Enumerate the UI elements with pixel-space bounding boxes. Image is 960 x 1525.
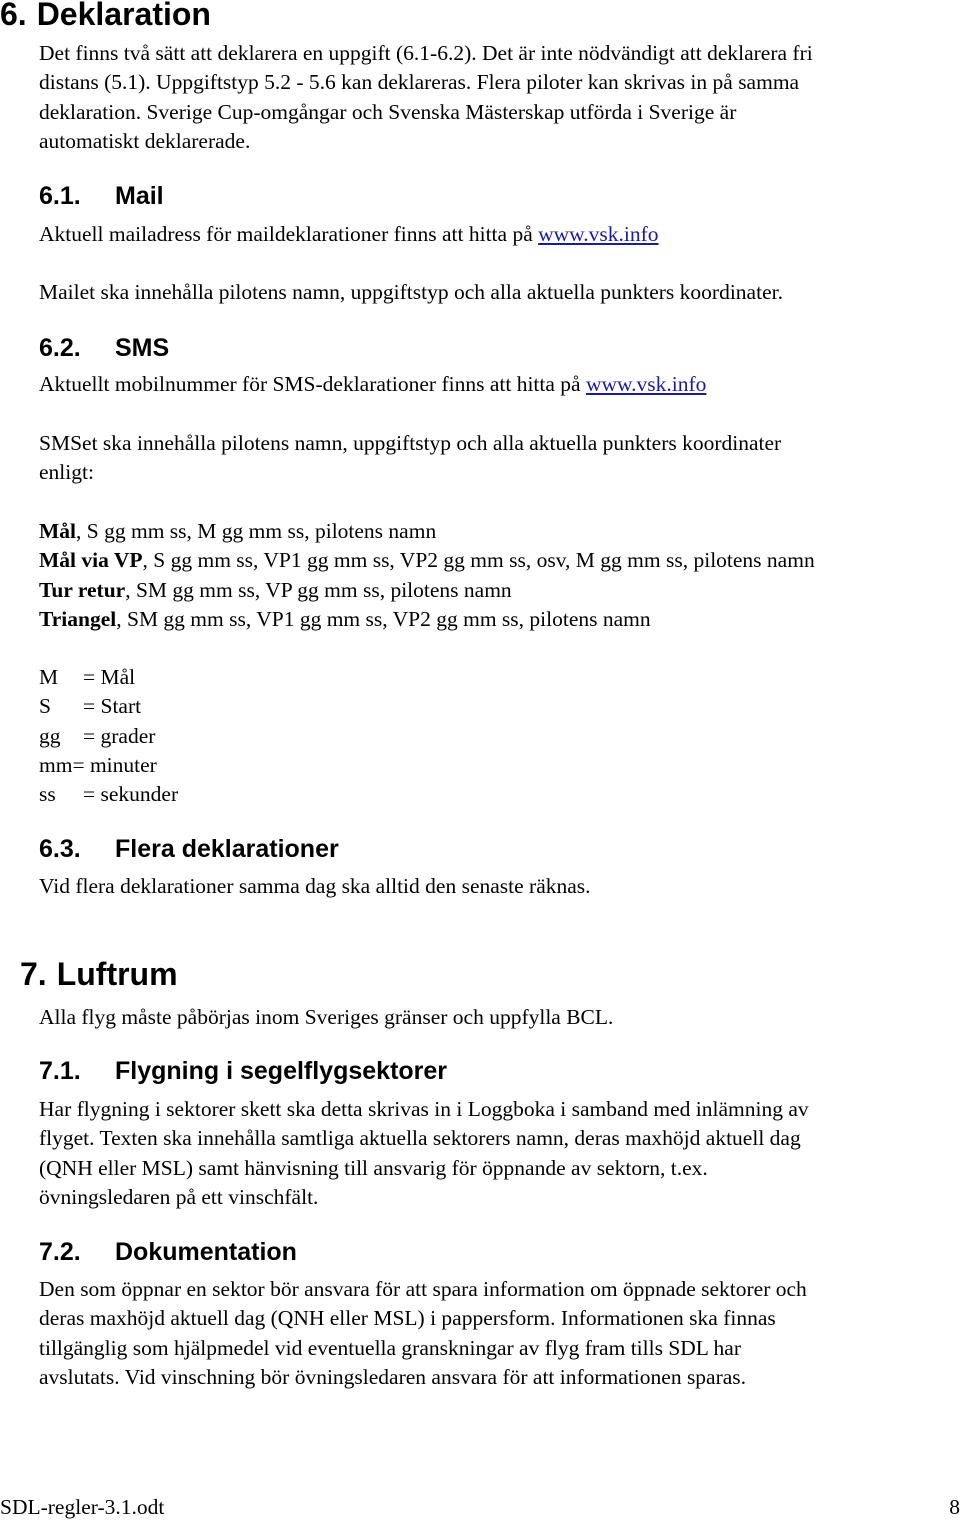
documentation-paragraph <box>39 1275 954 1392</box>
abbreviation-row <box>39 663 178 692</box>
abbreviation-value: = grader <box>83 723 156 748</box>
text-span: Aktuell mailadress för maildeklarationer finns att hitta på <box>39 222 539 246</box>
format-line <box>39 576 954 605</box>
text-line: distans (5.1). Uppgiftstyp 5.2 - 5.6 kan deklareras. Flera piloter kan skrivas in på samma <box>39 70 800 95</box>
vsk-info-link[interactable]: www.vsk.info <box>585 372 707 396</box>
format-name: Tur retur <box>39 577 126 602</box>
text-line: automatiskt deklarerade. <box>39 128 251 153</box>
abbreviation-value: = Mål <box>83 665 136 689</box>
subsection-title: Flygning i segelflygsektorer <box>115 1057 448 1085</box>
abbreviation-list <box>39 663 178 809</box>
text-line: Alla flyg måste påbörjas inom Sveriges gränser och uppfylla BCL. <box>39 1005 614 1029</box>
format-line <box>39 517 954 546</box>
format-line <box>39 546 954 575</box>
format-name: Mål <box>39 519 77 543</box>
text-line: deras maxhöjd aktuell dag (QNH eller MSL) i pappersform. Informationen ska finnas <box>39 1306 776 1331</box>
text-line: Det finns två sätt att deklarera en uppgift (6.1-6.2). Det är inte nödvändigt att deklarera fri <box>39 41 813 65</box>
declaration-formats <box>39 517 954 634</box>
section-title: Luftrum <box>56 956 178 992</box>
text-line: Den som öppnar en sektor bör ansvara för att spara information om öppnade sektorer och <box>39 1277 807 1301</box>
subsection-title: SMS <box>115 334 170 362</box>
text-line: deklaration. Sverige Cup-omgångar och Svenska Mästerskap utförda i Sverige är <box>39 99 737 124</box>
abbreviation-key: S <box>39 694 51 719</box>
format-line <box>39 605 954 634</box>
section-6-intro <box>39 39 954 156</box>
subsection-heading-6-2 <box>39 333 169 363</box>
sms-number-line <box>39 370 954 399</box>
abbreviation-value: = Start <box>83 694 142 719</box>
footer-filename: SDL-regler-3.1.odt <box>0 1495 165 1519</box>
subsection-number: 6.1. <box>39 182 81 210</box>
subsection-heading-7-1 <box>39 1056 447 1086</box>
section-number: 7. <box>20 956 47 992</box>
subsection-heading-6-1 <box>39 181 164 211</box>
text-line: Har flygning i sektorer skett ska detta skrivas in i Loggboka i samband med inlämning av <box>39 1097 809 1121</box>
text-line: (QNH eller MSL) samt hänvisning till ansvarig för öppnande av sektorn, t.ex. <box>39 1155 708 1180</box>
sector-flight-paragraph <box>39 1095 954 1212</box>
text-line: Mailet ska innehålla pilotens namn, uppgiftstyp och alla aktuella punkters koordinater. <box>39 280 783 304</box>
mail-content-line <box>39 278 954 307</box>
subsection-number: 7.2. <box>39 1238 81 1266</box>
subsection-heading-6-3 <box>39 834 339 864</box>
abbreviation-key: gg <box>39 723 61 748</box>
section-heading-6 <box>0 0 211 32</box>
section-number: 6. <box>0 0 27 32</box>
format-name: Mål via VP <box>39 548 143 573</box>
subsection-number: 6.3. <box>39 835 81 863</box>
section-7-intro <box>39 1003 954 1032</box>
subsection-number: 7.1. <box>39 1057 81 1085</box>
format-spec: , S gg mm ss, M gg mm ss, pilotens namn <box>76 519 437 543</box>
format-spec: , SM gg mm ss, VP gg mm ss, pilotens namn <box>125 577 512 602</box>
abbreviation-key: mm <box>39 752 73 777</box>
abbreviation-value: = sekunder <box>83 782 179 807</box>
subsection-title: Mail <box>115 182 164 210</box>
text-line: övningsledaren på ett vinschfält. <box>39 1184 319 1209</box>
mail-address-line <box>39 220 954 249</box>
text-line: SMSet ska innehålla pilotens namn, uppgiftstyp och alla aktuella punkters koordinater <box>39 431 782 455</box>
abbreviation-key: M <box>39 665 59 689</box>
abbreviation-row <box>39 751 178 780</box>
text-line: flyget. Texten ska innehålla samtliga aktuella sektorers namn, deras maxhöjd aktuell dag <box>39 1126 801 1151</box>
subsection-heading-7-2 <box>39 1237 297 1267</box>
text-span: Aktuellt mobilnummer för SMS-deklarationer finns att hitta på <box>39 372 586 396</box>
format-name: Triangel <box>39 606 117 631</box>
abbreviation-row <box>39 780 178 809</box>
text-line: avslutats. Vid vinschning bör övningsledaren ansvara för att informationen sparas. <box>39 1364 747 1389</box>
text-line: enligt: <box>39 460 94 485</box>
multiple-declarations-text <box>39 872 954 901</box>
format-spec: , SM gg mm ss, VP1 gg mm ss, VP2 gg mm ss, pilotens namn <box>116 606 651 631</box>
footer-page-number: 8 <box>949 1495 960 1519</box>
section-title: Deklaration <box>36 0 211 32</box>
section-heading-7 <box>20 956 178 992</box>
text-line: Vid flera deklarationer samma dag ska alltid den senaste räknas. <box>39 874 591 898</box>
subsection-number: 6.2. <box>39 334 81 362</box>
subsection-title: Flera deklarationer <box>115 835 339 863</box>
abbreviation-key: ss <box>39 782 56 807</box>
subsection-title: Dokumentation <box>115 1238 297 1266</box>
abbreviation-row <box>39 722 178 751</box>
vsk-info-link[interactable]: www.vsk.info <box>538 222 659 246</box>
format-spec: , S gg mm ss, VP1 gg mm ss, VP2 gg mm ss, osv, M gg mm ss, pilotens namn <box>142 548 815 573</box>
sms-content-paragraph <box>39 429 954 488</box>
text-line: tillgänglig som hjälpmedel vid eventuella granskningar av flyg fram tills SDL har <box>39 1335 741 1360</box>
abbreviation-row <box>39 692 178 721</box>
abbreviation-value: = minuter <box>72 752 157 777</box>
